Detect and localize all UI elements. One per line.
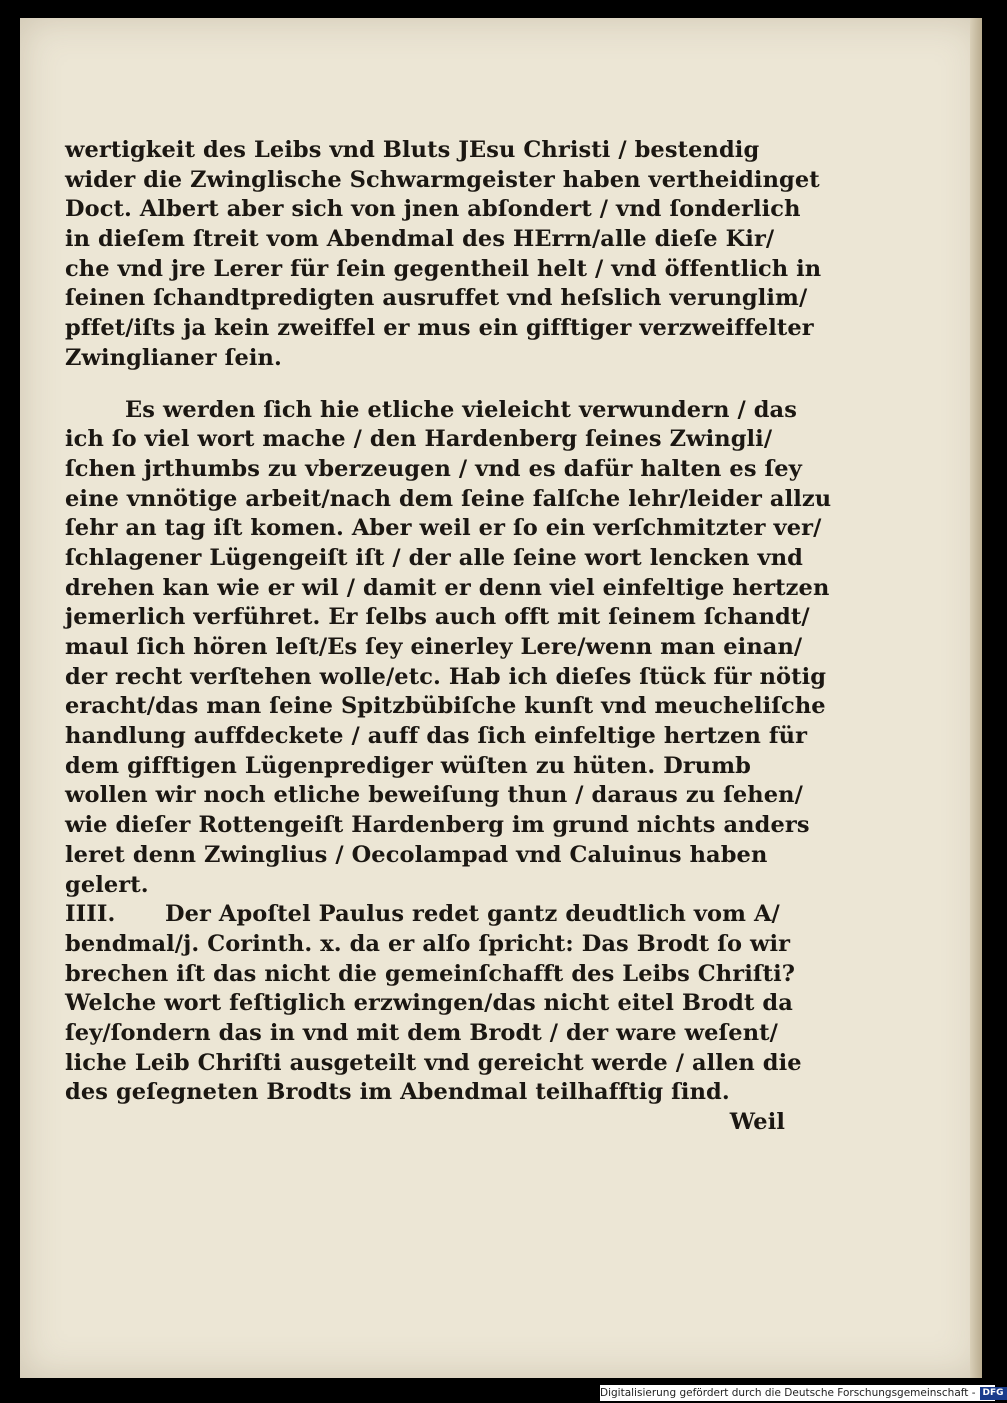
text-line: der recht verſtehen wolle/etc. Hab ich dieſes ſtück für nötig [65, 663, 827, 690]
paragraph-2 [65, 396, 832, 901]
text-line: wider die Zwinglische Schwarmgeister haben vertheidinget [65, 166, 820, 193]
text-line: gelert. [65, 871, 149, 898]
text-line: ſehr an tag iſt komen. Aber weil er ſo ein verſchmitzter ver/ [65, 515, 822, 542]
section-first-line: Der Apoſtel Paulus redet gantz deudtlich vom A/ [165, 901, 780, 928]
dfg-logo: DFG [980, 1387, 1007, 1400]
text-line: bendmal/j. Corinth. x. da er alſo ſpricht: Das Brodt ſo wir [65, 930, 791, 957]
footer-credit [600, 1385, 1004, 1401]
text-line: wie dieſer Rottengeiſt Hardenberg im grund nichts anders [65, 812, 810, 839]
text-line: che vnd jre Lerer für ſein gegentheil helt / vnd öffentlich in [65, 255, 822, 282]
section-number: IIII. [65, 901, 116, 928]
text-line: Es werden ſich hie etliche vieleicht verwundern / das [125, 396, 797, 423]
text-line: eracht/das man ſeine Spitzbübiſche kunſt vnd meucheliſche [65, 693, 826, 720]
paragraph-1 [65, 136, 822, 374]
text-line: Zwinglianer ſein. [65, 344, 282, 371]
text-line: leret denn Zwinglius / Oecolampad vnd Caluinus haben [65, 841, 768, 868]
page-text [65, 136, 832, 1138]
text-line: des geſegneten Brodts im Abendmal teilhafftig ſind. [65, 1079, 730, 1106]
text-line: wollen wir noch etliche beweiſung thun / daraus zu ſehen/ [65, 782, 803, 809]
book-page [20, 18, 982, 1378]
text-line: ich ſo viel wort mache / den Hardenberg ſeines Zwingli/ [65, 426, 773, 453]
text-line: in dieſem ſtreit vom Abendmal des HErrn/alle dieſe Kir/ [65, 226, 775, 253]
section-heading-line [65, 900, 785, 930]
footer-text: Digitalisierung gefördert durch die Deutsche Forschungsgemeinschaft - [600, 1387, 976, 1399]
text-line: wertigkeit des Leibs vnd Bluts JEsu Christi / bestendig [65, 137, 760, 163]
text-line: liche Leib Chriſti ausgeteilt vnd gereicht werde / allen die [65, 1049, 802, 1076]
paragraph-3 [65, 930, 802, 1108]
page-edge [970, 18, 982, 1378]
text-line: eine vnnötige arbeit/nach dem ſeine falſche lehr/leider allzu [65, 485, 832, 512]
text-line: maul ſich hören leſt/Es ſey einerley Lere/wenn man einan/ [65, 634, 803, 660]
text-line: ſey/ſondern das in vnd mit dem Brodt / der ware weſent/ [65, 1019, 778, 1046]
text-line: ſchen jrthumbs zu vberzeugen / vnd es dafür halten es ſey [65, 455, 802, 482]
text-line: brechen iſt das nicht die gemeinſchafft des Leibs Chriſti? [65, 960, 796, 987]
text-line: drehen kan wie er wil / damit er denn viel einfeltige hertzen [65, 574, 830, 601]
text-line: handlung auffdeckete / auff das ſich einfeltige hertzen für [65, 723, 808, 750]
text-line: ſeinen ſchandtpredigten ausruffet vnd heſslich verunglim/ [65, 285, 808, 312]
paragraph-gap [65, 374, 785, 396]
text-line: pffet/iſts ja kein zweiffel er mus ein gifftiger verzweiffelter [65, 315, 814, 342]
text-line: dem gifftigen Lügenprediger wüſten zu hüten. Drumb [65, 752, 751, 779]
text-line: ſchlagener Lügengeiſt iſt / der alle ſeine wort lencken vnd [65, 544, 804, 571]
text-line: Welche wort feſtiglich erzwingen/das nicht eitel Brodt da [65, 990, 793, 1017]
text-line: Doct. Albert aber sich von jnen abſondert / vnd ſonderlich [65, 196, 801, 223]
text-line: jemerlich verführet. Er ſelbs auch offt mit ſeinem ſchandt/ [65, 604, 810, 631]
catchword: Weil [729, 1109, 785, 1135]
